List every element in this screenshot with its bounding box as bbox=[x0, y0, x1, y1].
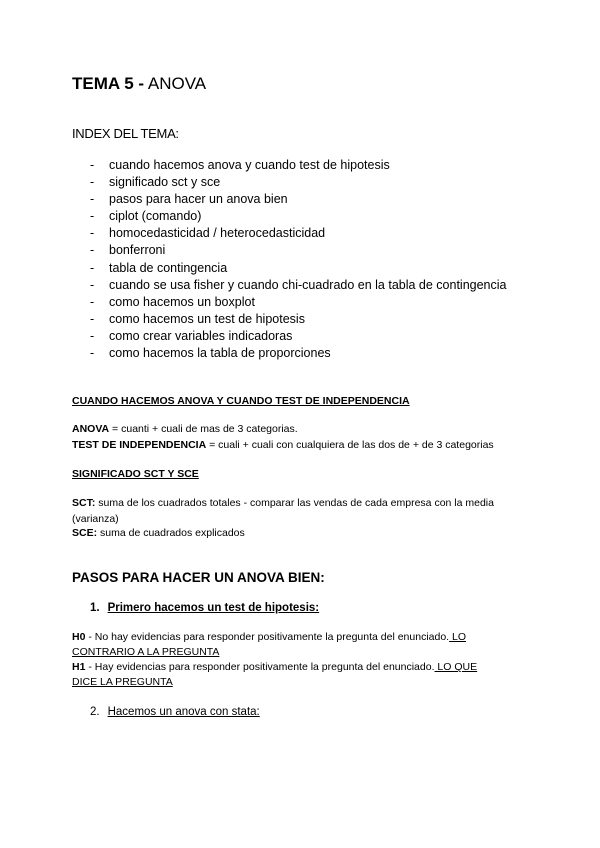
sct-term: SCT: bbox=[72, 497, 96, 509]
test-term: TEST DE INDEPENDENCIA bbox=[72, 439, 207, 451]
anova-text: = cuanti + cuali de mas de 3 categorias. bbox=[109, 423, 298, 435]
list-item: - como crear variables indicadoras bbox=[90, 328, 507, 345]
index-label: INDEX DEL TEMA: bbox=[72, 126, 179, 141]
h1-line bbox=[72, 661, 477, 673]
h1-highlight-cont: DICE LA PREGUNTA bbox=[72, 676, 173, 688]
sce-definition bbox=[72, 527, 245, 539]
list-item: - cuando hacemos anova y cuando test de hipotesis bbox=[90, 157, 507, 174]
h1-text: - Hay evidencias para responder positivamente la pregunta del enunciado. bbox=[85, 661, 435, 673]
anova-definition bbox=[72, 423, 298, 435]
h0-term: H0 bbox=[72, 631, 86, 643]
step-1 bbox=[90, 602, 319, 614]
section-heading-anova-vs-test: CUANDO HACEMOS ANOVA Y CUANDO TEST DE INDEPENDENCIA bbox=[72, 395, 410, 407]
list-item: - pasos para hacer un anova bien bbox=[90, 191, 507, 208]
list-item: - tabla de contingencia bbox=[90, 260, 507, 277]
sce-text: suma de cuadrados explicados bbox=[97, 527, 245, 539]
page-title bbox=[72, 74, 206, 94]
step-1-number: 1. bbox=[90, 602, 100, 614]
list-item: - homocedasticidad / heterocedasticidad bbox=[90, 225, 507, 242]
step-1-text: Primero hacemos un test de hipotesis: bbox=[107, 602, 320, 614]
section-heading-sct-sce: SIGNIFICADO SCT Y SCE bbox=[72, 468, 199, 480]
step-2 bbox=[90, 706, 260, 718]
list-item: - como hacemos un test de hipotesis bbox=[90, 311, 507, 328]
step-2-number: 2. bbox=[90, 706, 100, 718]
h1-highlight: LO QUE bbox=[434, 661, 478, 673]
h1-term: H1 bbox=[72, 661, 86, 673]
step-2-text: Hacemos un anova con stata: bbox=[107, 706, 260, 718]
h0-text: - No hay evidencias para responder positivamente la pregunta del enunciado. bbox=[85, 631, 450, 643]
list-item: - cuando se usa fisher y cuando chi-cuadrado en la tabla de contingencia bbox=[90, 277, 507, 294]
list-item: - como hacemos un boxplot bbox=[90, 294, 507, 311]
list-item: - ciplot (comando) bbox=[90, 208, 507, 225]
sct-text: suma de los cuadrados totales - comparar las vendas de cada empresa con la media bbox=[95, 497, 494, 509]
test-definition bbox=[72, 439, 494, 451]
title-rest: ANOVA bbox=[144, 74, 207, 93]
sce-term: SCE: bbox=[72, 527, 98, 539]
test-text: = cuali + cuali con cualquiera de las dos de + de 3 categorias bbox=[206, 439, 494, 451]
list-item: - como hacemos la tabla de proporciones bbox=[90, 345, 507, 362]
sct-definition-cont: (varianza) bbox=[72, 513, 119, 525]
title-bold: TEMA 5 - bbox=[72, 74, 145, 93]
anova-term: ANOVA bbox=[72, 423, 110, 435]
h0-highlight: LO bbox=[449, 631, 467, 643]
section-heading-pasos: PASOS PARA HACER UN ANOVA BIEN: bbox=[72, 570, 325, 585]
list-item: - significado sct y sce bbox=[90, 174, 507, 191]
index-list bbox=[90, 157, 507, 362]
sct-definition bbox=[72, 497, 494, 509]
h0-highlight-cont: CONTRARIO A LA PREGUNTA bbox=[72, 646, 220, 658]
list-item: - bonferroni bbox=[90, 242, 507, 259]
h0-line bbox=[72, 631, 466, 643]
